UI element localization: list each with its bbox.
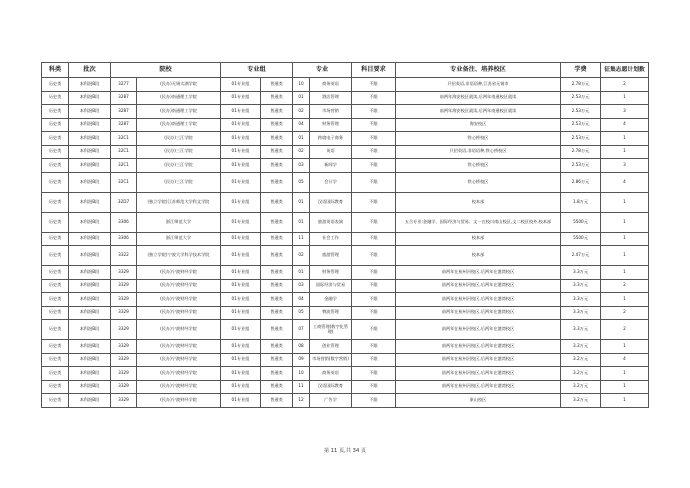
cell-plan: 4	[601, 118, 649, 132]
cell-school-name: 浙江师范大学	[137, 212, 221, 232]
cell-pici: 本科批B段	[69, 306, 111, 320]
cell-school-code: 3287	[111, 118, 137, 132]
cell-fee: 3.3万元	[561, 306, 601, 320]
cell-school-code: 3306	[111, 212, 137, 232]
cell-plan: 3	[601, 105, 649, 119]
cell-group-type: 普通类	[261, 159, 293, 173]
table-body	[42, 78, 649, 408]
table-header-row	[42, 63, 649, 78]
table-row	[42, 212, 649, 232]
cell-kelei: 历史类	[42, 266, 69, 280]
cell-major-code: 04	[293, 118, 310, 132]
cell-group-type: 普通类	[261, 246, 293, 266]
cell-school-code: 3329	[111, 279, 137, 293]
cell-school-code: 3287	[111, 105, 137, 119]
cell-kelei: 历史类	[42, 353, 69, 367]
cell-pici: 本科批B段	[69, 353, 111, 367]
cell-subject-req: 不限	[352, 192, 396, 212]
cell-major-code: 01	[293, 212, 310, 232]
cell-major-name: 旅游英语表演	[310, 212, 352, 232]
cell-group-type: 普通类	[261, 266, 293, 280]
cell-kelei: 历史类	[42, 78, 69, 92]
cell-major-code: 04	[293, 293, 310, 307]
cell-school-name: (民办)无锡太湖学院	[137, 78, 221, 92]
cell-kelei: 历史类	[42, 380, 69, 394]
cell-major-code: 08	[293, 340, 310, 354]
cell-school-name: (民办)三江学院	[137, 145, 221, 159]
cell-notes: 前两年在杭州河校区,后两年在港湾校区	[396, 320, 561, 340]
cell-group-type: 普通类	[261, 192, 293, 212]
cell-kelei: 历史类	[42, 320, 69, 340]
page-footer: 第 11 页,共 34 页	[323, 448, 367, 454]
cell-group: 01专业组	[221, 118, 261, 132]
cell-kelei: 历史类	[42, 246, 69, 266]
cell-plan: 1	[601, 380, 649, 394]
cell-notes: 前两年在杭州河校区,后两年在港湾校区	[396, 293, 561, 307]
cell-major-name: 旅游管理	[310, 246, 352, 266]
cell-plan: 2	[601, 279, 649, 293]
cell-major-name: 工商管理(数字化管理)	[310, 320, 352, 340]
table-row	[42, 279, 649, 293]
cell-major-name: 社会工作	[310, 232, 352, 246]
cell-major-code: 01	[293, 132, 310, 146]
cell-notes: 前两年海安校区就读,后两年南通校区就读	[396, 105, 561, 119]
cell-group-type: 普通类	[261, 306, 293, 320]
table-row	[42, 293, 649, 307]
cell-notes: 校本部	[396, 232, 561, 246]
cell-notes: 前两年在杭州河校区,后两年在港湾校区	[396, 279, 561, 293]
cell-pici: 本科批B段	[69, 91, 111, 105]
table-row	[42, 192, 649, 212]
cell-major-name: 新闻学	[310, 159, 352, 173]
cell-kelei: 历史类	[42, 340, 69, 354]
cell-group: 01专业组	[221, 172, 261, 192]
cell-group: 01专业组	[221, 159, 261, 173]
cell-subject-req: 不限	[352, 172, 396, 192]
cell-kelei: 历史类	[42, 279, 69, 293]
cell-group: 01专业组	[221, 367, 261, 381]
cell-subject-req: 不限	[352, 159, 396, 173]
cell-school-code: 3322	[111, 246, 137, 266]
cell-group-type: 普通类	[261, 78, 293, 92]
table-row	[42, 105, 649, 119]
cell-school-name: (民办)宁波财经学院	[137, 279, 221, 293]
cell-school-name: (民办)宁波财经学院	[137, 367, 221, 381]
cell-school-code: 3329	[111, 266, 137, 280]
cell-group: 01专业组	[221, 132, 261, 146]
table-row	[42, 353, 649, 367]
cell-major-code: 03	[293, 279, 310, 293]
cell-kelei: 历史类	[42, 293, 69, 307]
table-row	[42, 132, 649, 146]
cell-kelei: 历史类	[42, 159, 69, 173]
cell-major-name: 市场营销	[310, 105, 352, 119]
cell-major-name: 财务管理	[310, 266, 352, 280]
header-notes: 专业备注、培养校区	[396, 63, 561, 78]
cell-pici: 本科批B段	[69, 246, 111, 266]
cell-plan: 1	[601, 293, 649, 307]
cell-pici: 本科批B段	[69, 340, 111, 354]
cell-major-code: 01	[293, 266, 310, 280]
cell-major-code: 02	[293, 105, 310, 119]
cell-fee: 3.2万元	[561, 380, 601, 394]
table-row	[42, 367, 649, 381]
table-row	[42, 232, 649, 246]
cell-plan: 4	[601, 172, 649, 192]
cell-kelei: 历史类	[42, 118, 69, 132]
cell-school-name: (民办)宁波财经学院	[137, 340, 221, 354]
cell-fee: 5500元	[561, 232, 601, 246]
table-row	[42, 394, 649, 408]
admissions-table	[41, 62, 649, 408]
cell-plan: 1	[601, 266, 649, 280]
cell-group-type: 普通类	[261, 394, 293, 408]
cell-notes: 前两年在杭州河校区,后两年在港湾校区	[396, 306, 561, 320]
cell-subject-req: 不限	[352, 91, 396, 105]
cell-major-code: 11	[293, 232, 310, 246]
cell-group: 01专业组	[221, 279, 261, 293]
cell-major-code: 10	[293, 367, 310, 381]
cell-plan: 1	[601, 132, 649, 146]
cell-plan: 1	[601, 91, 649, 105]
cell-kelei: 历史类	[42, 192, 69, 212]
cell-fee: 2.53万元	[561, 105, 601, 119]
cell-school-name: (民办)宁波财经学院	[137, 394, 221, 408]
cell-school-code: 32C1	[111, 159, 137, 173]
cell-group-type: 普通类	[261, 340, 293, 354]
cell-school-code: 32D7	[111, 192, 137, 212]
cell-notes: 前两年在杭州河校区,后两年在港湾校区	[396, 380, 561, 394]
cell-kelei: 历史类	[42, 105, 69, 119]
table-row	[42, 340, 649, 354]
cell-fee: 3.3万元	[561, 320, 601, 340]
cell-subject-req: 不限	[352, 279, 396, 293]
cell-fee: 2.86万元	[561, 172, 601, 192]
cell-major-name: 会计学	[310, 172, 352, 192]
header-major: 专业	[293, 63, 352, 78]
cell-notes: 前两年在杭州河校区,后两年在港湾校区	[396, 340, 561, 354]
cell-group-type: 普通类	[261, 145, 293, 159]
cell-fee: 2.53万元	[561, 118, 601, 132]
cell-major-name: 物流管理	[310, 306, 352, 320]
cell-kelei: 历史类	[42, 212, 69, 232]
cell-group-type: 普通类	[261, 212, 293, 232]
cell-subject-req: 不限	[352, 380, 396, 394]
cell-notes: 只招英语,非语语种,江苏省无锡市	[396, 78, 561, 92]
cell-group-type: 普通类	[261, 132, 293, 146]
cell-fee: 1.8万元	[561, 192, 601, 212]
cell-plan: 3	[601, 159, 649, 173]
cell-group-type: 普通类	[261, 105, 293, 119]
cell-major-name: 市场营销(数字营销)	[310, 353, 352, 367]
cell-school-code: 32C1	[111, 132, 137, 146]
table-row	[42, 172, 649, 192]
cell-school-name: (民办)宁波财经学院	[137, 293, 221, 307]
table-row	[42, 159, 649, 173]
cell-group: 01专业组	[221, 192, 261, 212]
cell-group: 01专业组	[221, 145, 261, 159]
cell-fee: 3.2万元	[561, 367, 601, 381]
cell-notes: 铁心桥校区	[396, 172, 561, 192]
cell-major-code: 10	[293, 78, 310, 92]
cell-group: 01专业组	[221, 306, 261, 320]
table-row	[42, 380, 649, 394]
cell-major-code: 05	[293, 172, 310, 192]
cell-major-code: 02	[293, 145, 310, 159]
table-row	[42, 246, 649, 266]
cell-group: 01专业组	[221, 320, 261, 340]
cell-subject-req: 不限	[352, 266, 396, 280]
cell-pici: 本科批B段	[69, 279, 111, 293]
cell-group-type: 普通类	[261, 118, 293, 132]
cell-fee: 2.47万元	[561, 246, 601, 266]
cell-pici: 本科批B段	[69, 118, 111, 132]
cell-kelei: 历史类	[42, 306, 69, 320]
cell-plan: 1	[601, 340, 649, 354]
cell-fee: 3.3万元	[561, 279, 601, 293]
cell-subject-req: 不限	[352, 118, 396, 132]
cell-subject-req: 不限	[352, 132, 396, 146]
cell-group: 01专业组	[221, 246, 261, 266]
cell-group-type: 普通类	[261, 380, 293, 394]
cell-pici: 本科批B段	[69, 380, 111, 394]
cell-fee: 2.53万元	[561, 132, 601, 146]
header-school: 院校	[111, 63, 221, 78]
table-row	[42, 78, 649, 92]
cell-fee: 3.3万元	[561, 266, 601, 280]
cell-notes: 前两年在杭州河校区,后两年在港湾校区	[396, 367, 561, 381]
cell-school-code: 3329	[111, 293, 137, 307]
cell-group: 01专业组	[221, 394, 261, 408]
cell-pici: 本科批B段	[69, 266, 111, 280]
cell-school-code: 3277	[111, 78, 137, 92]
cell-group-type: 普通类	[261, 353, 293, 367]
cell-major-code: 12	[293, 394, 310, 408]
cell-fee: 2.78万元	[561, 145, 601, 159]
cell-plan: 2	[601, 306, 649, 320]
cell-group-type: 普通类	[261, 232, 293, 246]
cell-school-code: 3329	[111, 380, 137, 394]
cell-major-name: 汉语国际教育	[310, 192, 352, 212]
cell-fee: 3.2万元	[561, 394, 601, 408]
cell-pici: 本科批B段	[69, 78, 111, 92]
cell-subject-req: 不限	[352, 293, 396, 307]
cell-kelei: 历史类	[42, 367, 69, 381]
cell-school-code: 3329	[111, 340, 137, 354]
cell-fee: 3.3万元	[561, 340, 601, 354]
cell-school-name: (民办)宁波财经学院	[137, 380, 221, 394]
cell-school-name: (民办)三江学院	[137, 159, 221, 173]
cell-school-code: 3329	[111, 367, 137, 381]
header-fee: 学费	[561, 63, 601, 78]
cell-notes: 校本部	[396, 246, 561, 266]
cell-pici: 本科批B段	[69, 232, 111, 246]
header-group: 专业组	[221, 63, 293, 78]
cell-fee: 3.2万元	[561, 353, 601, 367]
cell-pici: 本科批B段	[69, 172, 111, 192]
cell-plan: 1	[601, 394, 649, 408]
cell-major-name: 国际经济与贸易	[310, 279, 352, 293]
cell-school-name: (民办)三江学院	[137, 132, 221, 146]
cell-school-name: (民办)南通理工学院	[137, 91, 221, 105]
cell-school-code: 3329	[111, 306, 137, 320]
cell-notes: 铁心桥校区	[396, 159, 561, 173]
cell-school-name: (民办)南通理工学院	[137, 105, 221, 119]
cell-group: 01专业组	[221, 266, 261, 280]
cell-school-code: 3329	[111, 320, 137, 340]
cell-major-name: 财务管理	[310, 118, 352, 132]
cell-school-name: (民办)宁波财经学院	[137, 266, 221, 280]
table-row	[42, 145, 649, 159]
table-row	[42, 91, 649, 105]
header-plan: 征集志愿计划数	[601, 63, 649, 78]
cell-group-type: 普通类	[261, 91, 293, 105]
cell-subject-req: 不限	[352, 353, 396, 367]
cell-subject-req: 不限	[352, 212, 396, 232]
cell-notes: 海安校区	[396, 118, 561, 132]
cell-group-type: 普通类	[261, 320, 293, 340]
cell-major-name: 跨境电子商务	[310, 132, 352, 146]
cell-major-name: 商务英语	[310, 78, 352, 92]
cell-school-code: 3329	[111, 353, 137, 367]
cell-major-name: 英语	[310, 145, 352, 159]
cell-school-code: 32C1	[111, 172, 137, 192]
cell-notes: 铁心桥校区	[396, 132, 561, 146]
cell-major-code: 02	[293, 246, 310, 266]
cell-pici: 本科批B段	[69, 159, 111, 173]
cell-major-code: 07	[293, 320, 310, 340]
cell-group: 01专业组	[221, 293, 261, 307]
cell-notes: 前两年海安校区就读,后两年南通校区就读	[396, 91, 561, 105]
cell-school-code: 3287	[111, 91, 137, 105]
table-row	[42, 118, 649, 132]
cell-subject-req: 不限	[352, 394, 396, 408]
cell-plan: 1	[601, 212, 649, 232]
table-row	[42, 266, 649, 280]
cell-pici: 本科批B段	[69, 212, 111, 232]
cell-pici: 本科批B段	[69, 145, 111, 159]
cell-major-name: 汉语国际教育	[310, 380, 352, 394]
cell-group-type: 普通类	[261, 172, 293, 192]
cell-pici: 本科批B段	[69, 367, 111, 381]
cell-group-type: 普通类	[261, 367, 293, 381]
cell-kelei: 历史类	[42, 232, 69, 246]
cell-pici: 本科批B段	[69, 192, 111, 212]
cell-subject-req: 不限	[352, 246, 396, 266]
cell-group: 01专业组	[221, 105, 261, 119]
cell-plan: 1	[601, 192, 649, 212]
table-row	[42, 320, 649, 340]
cell-plan: 4	[601, 353, 649, 367]
cell-subject-req: 不限	[352, 340, 396, 354]
cell-school-name: (民办)宁波财经学院	[137, 353, 221, 367]
cell-school-name: (民办)南通理工学院	[137, 118, 221, 132]
cell-school-name: (民办)宁波财经学院	[137, 306, 221, 320]
cell-pici: 本科批B段	[69, 132, 111, 146]
cell-major-code: 01	[293, 192, 310, 212]
cell-kelei: 历史类	[42, 132, 69, 146]
cell-school-code: 32C1	[111, 145, 137, 159]
cell-group: 01专业组	[221, 353, 261, 367]
cell-pici: 本科批B段	[69, 293, 111, 307]
cell-subject-req: 不限	[352, 232, 396, 246]
cell-group: 01专业组	[221, 91, 261, 105]
cell-school-name: (独立学院)江苏师范大学科文学院	[137, 192, 221, 212]
cell-pici: 本科批B段	[69, 320, 111, 340]
cell-notes: 五合专业:金融学、国际经济与贸易、文一在校川南山校区,文二校区校外,校本部	[396, 212, 561, 232]
cell-major-name: 创业管理	[310, 340, 352, 354]
cell-plan: 1	[601, 145, 649, 159]
cell-school-code: 3306	[111, 232, 137, 246]
header-kelei: 科类	[42, 63, 69, 78]
cell-subject-req: 不限	[352, 105, 396, 119]
cell-plan: 2	[601, 78, 649, 92]
cell-major-code: 09	[293, 353, 310, 367]
cell-group: 01专业组	[221, 212, 261, 232]
cell-fee: 2.53万元	[561, 91, 601, 105]
cell-school-name: (独立学院)宁波大学科学技术学院	[137, 246, 221, 266]
header-pici: 批次	[69, 63, 111, 78]
cell-notes: 象山校区	[396, 394, 561, 408]
cell-group-type: 普通类	[261, 279, 293, 293]
cell-major-name: 广告学	[310, 394, 352, 408]
cell-major-code: 01	[293, 91, 310, 105]
cell-major-name: 金融学	[310, 293, 352, 307]
cell-pici: 本科批B段	[69, 105, 111, 119]
cell-major-name: 酒店管理	[310, 91, 352, 105]
cell-group-type: 普通类	[261, 293, 293, 307]
cell-major-name: 商务英语	[310, 367, 352, 381]
cell-subject-req: 不限	[352, 306, 396, 320]
cell-plan: 1	[601, 367, 649, 381]
cell-school-code: 3329	[111, 394, 137, 408]
cell-group: 01专业组	[221, 78, 261, 92]
header-subject-req: 科目要求	[352, 63, 396, 78]
cell-kelei: 历史类	[42, 172, 69, 192]
cell-group: 01专业组	[221, 232, 261, 246]
cell-fee: 2.78万元	[561, 78, 601, 92]
cell-notes: 前两年在杭州河校区,后两年在港湾校区	[396, 266, 561, 280]
cell-pici: 本科批B段	[69, 394, 111, 408]
cell-fee: 2.53万元	[561, 159, 601, 173]
cell-fee: 3.3万元	[561, 293, 601, 307]
cell-major-code: 05	[293, 306, 310, 320]
cell-plan: 2	[601, 320, 649, 340]
cell-plan: 1	[601, 232, 649, 246]
cell-plan: 1	[601, 246, 649, 266]
cell-school-name: (民办)宁波财经学院	[137, 320, 221, 340]
cell-subject-req: 不限	[352, 78, 396, 92]
cell-major-code: 03	[293, 159, 310, 173]
cell-school-name: (民办)三江学院	[137, 172, 221, 192]
cell-kelei: 历史类	[42, 91, 69, 105]
cell-kelei: 历史类	[42, 145, 69, 159]
cell-subject-req: 不限	[352, 367, 396, 381]
cell-group: 01专业组	[221, 380, 261, 394]
cell-subject-req: 不限	[352, 320, 396, 340]
cell-kelei: 历史类	[42, 394, 69, 408]
cell-group: 01专业组	[221, 340, 261, 354]
cell-notes: 前两年在杭州河校区,后两年在港湾校区	[396, 353, 561, 367]
cell-school-name: 浙江师范大学	[137, 232, 221, 246]
cell-fee: 5500元	[561, 212, 601, 232]
cell-notes: 只招英语,非语语种,铁心桥校区	[396, 145, 561, 159]
cell-major-code: 11	[293, 380, 310, 394]
cell-notes: 校本部	[396, 192, 561, 212]
cell-subject-req: 不限	[352, 145, 396, 159]
table-row	[42, 306, 649, 320]
